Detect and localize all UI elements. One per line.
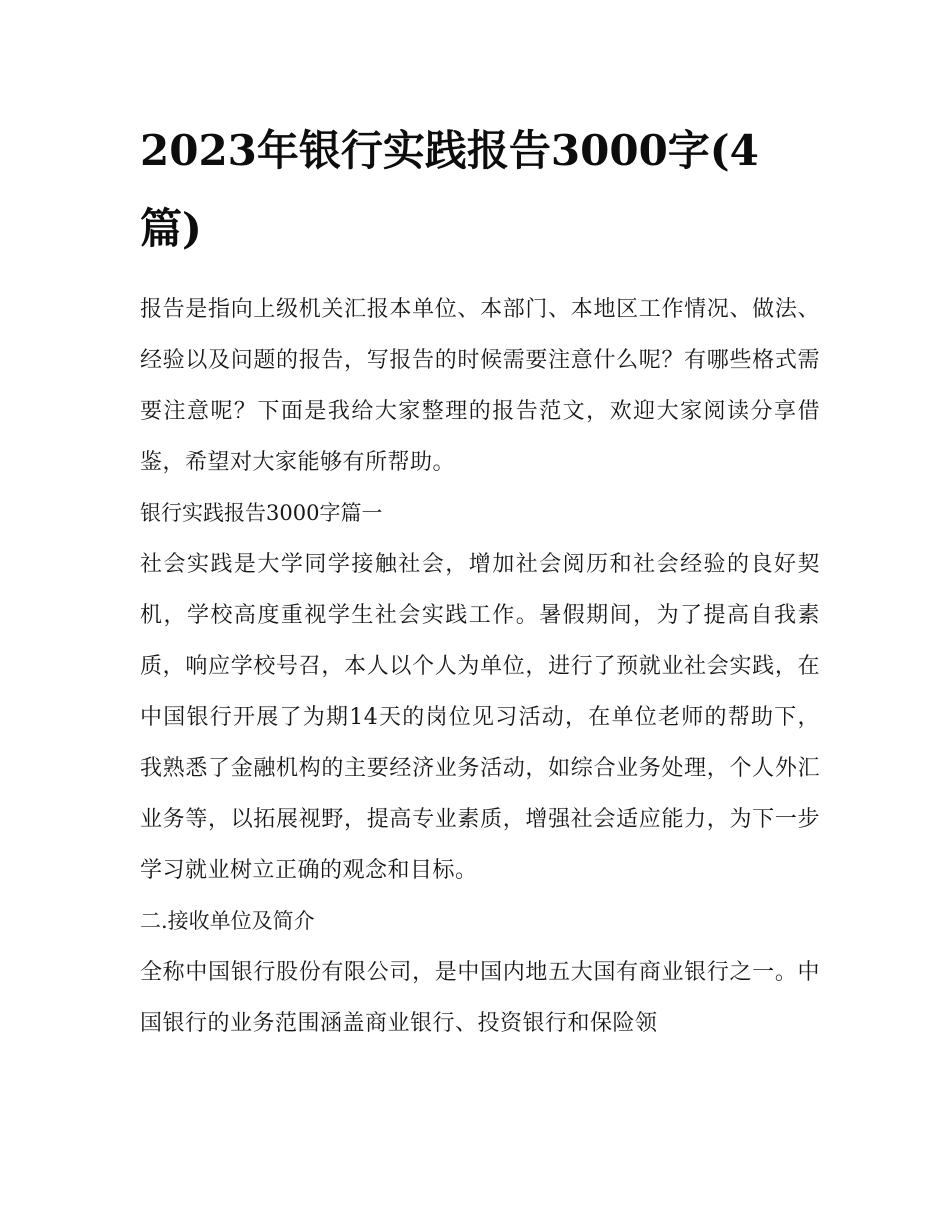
document-page — [140, 112, 820, 1049]
section-paragraph-2: 全称中国银行股份有限公司，是中国内地五大国有商业银行之一。中国银行的业务范围涵盖商业银行、投资银行和保险领 — [140, 960, 820, 1036]
section-paragraph-1: 社会实践是大学同学接触社会，增加社会阅历和社会经验的良好契机，学校高度重视学生社会实践工作。暑假期间，为了提高自我素质，响应学校号召，本人以个人为单位，进行了预就业社会实践，在中国银行开展了为期14天的岗位见习活动，在单位老师的帮助下，我熟悉了金融机构的主要经济业务活动，如综合业务处理，个人外汇业务等，以拓展视野，提高专业素质，增强社会适应能力，为下一步学习就业树立正确的观念和目标。 — [140, 552, 820, 883]
document-title: 2023年银行实践报告3000字(4篇) — [140, 126, 759, 253]
section-heading-2: 二.接收单位及简介 — [140, 909, 315, 933]
intro-paragraph: 报告是指向上级机关汇报本单位、本部门、本地区工作情况、做法、经验以及问题的报告，写报告的时候需要注意什么呢？有哪些格式需要注意呢？下面是我给大家整理的报告范文，欢迎大家阅读分享借鉴，希望对大家能够有所帮助。 — [140, 297, 820, 475]
section-heading-1: 银行实践报告3000字篇一 — [140, 501, 383, 525]
